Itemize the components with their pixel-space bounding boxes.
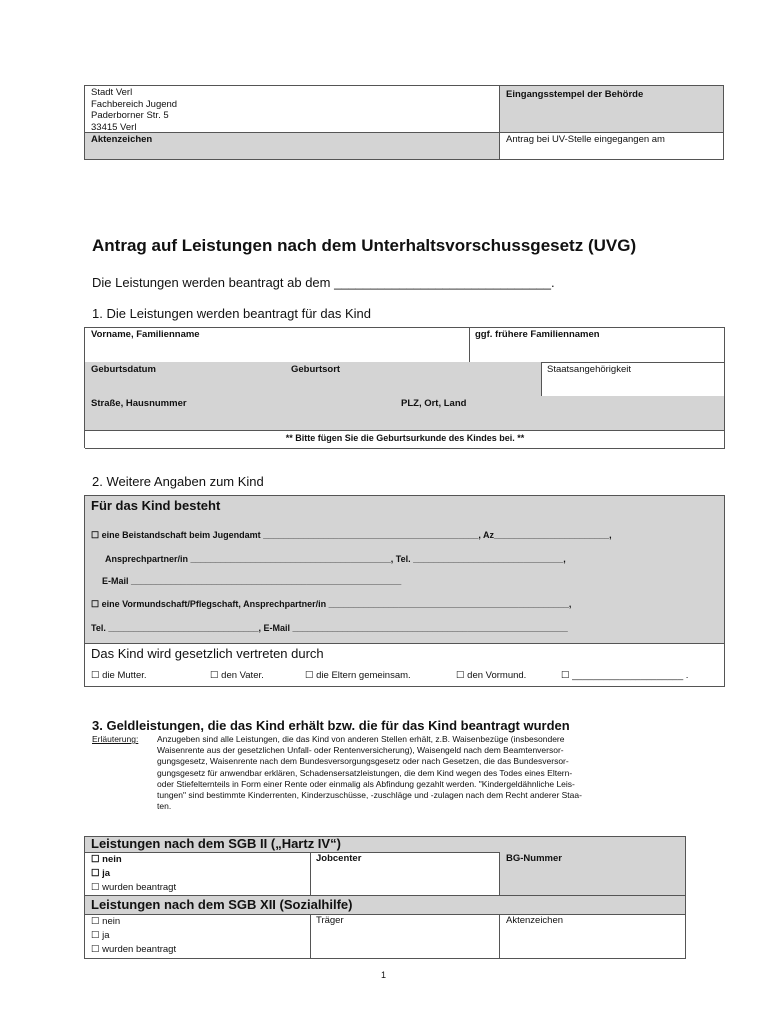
sgb12-title-bar (85, 896, 685, 915)
sgb12-title: Leistungen nach dem SGB XII (Sozialhilfe) (91, 897, 353, 912)
stamp-box (499, 85, 724, 133)
birth-certificate-note: ** Bitte fügen Sie die Geburtsurkunde des Kindes bei. ** (285, 433, 525, 443)
aktenzeichen-box[interactable] (84, 132, 499, 160)
birth-certificate-note-row (85, 430, 725, 449)
name-field[interactable]: Vorname, Familienname (85, 328, 470, 363)
option-mother[interactable]: ☐ die Mutter. (91, 670, 147, 681)
contact-person-line[interactable]: Ansprechpartner/in ________________________________________, Tel. ______________________________, (105, 554, 566, 564)
authority-address-box (84, 85, 499, 133)
sgb2-table (84, 836, 686, 896)
sgb2-title-bar (85, 837, 685, 853)
sgb2-options (85, 852, 311, 895)
page-number: 1 (381, 970, 387, 980)
birthdate-field[interactable]: Geburtsdatum (85, 362, 286, 397)
sgb2-title: Leistungen nach dem SGB II („Hartz IV“) (91, 836, 341, 851)
received-box[interactable] (499, 132, 724, 160)
section2-heading: 2. Weitere Angaben zum Kind (92, 474, 264, 489)
sgb12-option-beantragt[interactable]: ☐ wurden beantragt (91, 944, 177, 955)
option-father[interactable]: ☐ den Vater. (210, 670, 264, 681)
city-field[interactable]: PLZ, Ort, Land (395, 396, 725, 431)
vormund-contact-line[interactable]: Tel. ______________________________, E-Mail _______________________________________________________ (91, 623, 568, 633)
aktenzeichen-label: Aktenzeichen (91, 134, 153, 145)
sgb12-option-ja[interactable]: ☐ ja (91, 930, 110, 941)
option-parents-jointly[interactable]: ☐ die Eltern gemeinsam. (305, 670, 411, 681)
child-data-table (84, 327, 725, 448)
traeger-field[interactable]: Träger (310, 914, 500, 958)
start-date-line[interactable]: Die Leistungen werden beantragt ab dem ______________________________. (92, 275, 555, 290)
explanation-text: Anzugeben sind alle Leistungen, die das Kind von anderen Stellen erhält, z.B. Waisenbezüge (insbesondere Waisenrente aus der gesetzlichen Unfall- oder Rentenversicherung), Waisengeld nach dem Beamtenversor- gungsgesetz, Waisenrente nach dem Bundesversorgungsgesetz oder nach Gesetzen, die das Bundesversor- gungsgesetz für anwendbar erklären, Schadensersatzleistungen, die dem Kind wegen des Todes eines Eltern- oder Stiefelternteils in Form einer Rente oder einmalig als Abfindung gezahlt werden. "Kindergeldähnliche Leis- tungen" sind bestimmte Kinderrenten, Kinderzuschüsse, -zuschläge und -zulagen nach dem Recht anderer Staa- ten. (157, 734, 582, 812)
jobcenter-field[interactable]: Jobcenter (310, 852, 500, 895)
authority-address: Stadt Verl Fachbereich Jugend Paderborner Str. 5 33415 Verl (91, 87, 178, 133)
sgb2-option-ja[interactable]: ☐ ja (91, 868, 111, 879)
birthplace-field[interactable]: Geburtsort (285, 362, 542, 397)
explanation-label: Erläuterung: (92, 734, 139, 744)
option-other[interactable]: ☐ _____________________ . (561, 670, 689, 681)
sgb12-option-nein[interactable]: ☐ nein (91, 916, 121, 927)
beistandschaft-line[interactable]: ☐ eine Beistandschaft beim Jugendamt ___________________________________________, Az_______________________, (91, 530, 612, 540)
street-field[interactable]: Straße, Hausnummer (85, 396, 396, 431)
former-names-field[interactable]: ggf. frühere Familiennamen (469, 328, 725, 363)
representation-title: Das Kind wird gesetzlich vertreten durch (91, 646, 324, 661)
stamp-label: Eingangsstempel der Behörde (506, 89, 644, 100)
guardianship-box (84, 495, 725, 644)
email-line[interactable]: E-Mail ______________________________________________________ (102, 576, 402, 586)
aktenzeichen-field[interactable]: Aktenzeichen (506, 915, 564, 926)
sgb12-table (84, 895, 686, 959)
option-guardian[interactable]: ☐ den Vormund. (456, 670, 527, 681)
representation-box (84, 643, 725, 687)
guardianship-title: Für das Kind besteht (91, 498, 221, 513)
page-title: Antrag auf Leistungen nach dem Unterhaltsvorschussgesetz (UVG) (92, 236, 637, 255)
sgb12-options (85, 914, 311, 958)
section1-heading: 1. Die Leistungen werden beantragt für das Kind (92, 306, 371, 321)
section3-heading: 3. Geldleistungen, die das Kind erhält bzw. die für das Kind beantragt wurden (92, 718, 570, 733)
nationality-field[interactable]: Staatsangehörigkeit (541, 362, 725, 397)
sgb2-option-nein[interactable]: ☐ nein (91, 854, 122, 865)
bg-number-field[interactable]: BG-Nummer (500, 852, 685, 895)
received-label: Antrag bei UV-Stelle eingegangen am (506, 134, 665, 145)
vormundschaft-line[interactable]: ☐ eine Vormundschaft/Pflegschaft, Ansprechpartner/in ________________________________________________, (91, 599, 572, 609)
sgb2-option-beantragt[interactable]: ☐ wurden beantragt (91, 882, 177, 893)
